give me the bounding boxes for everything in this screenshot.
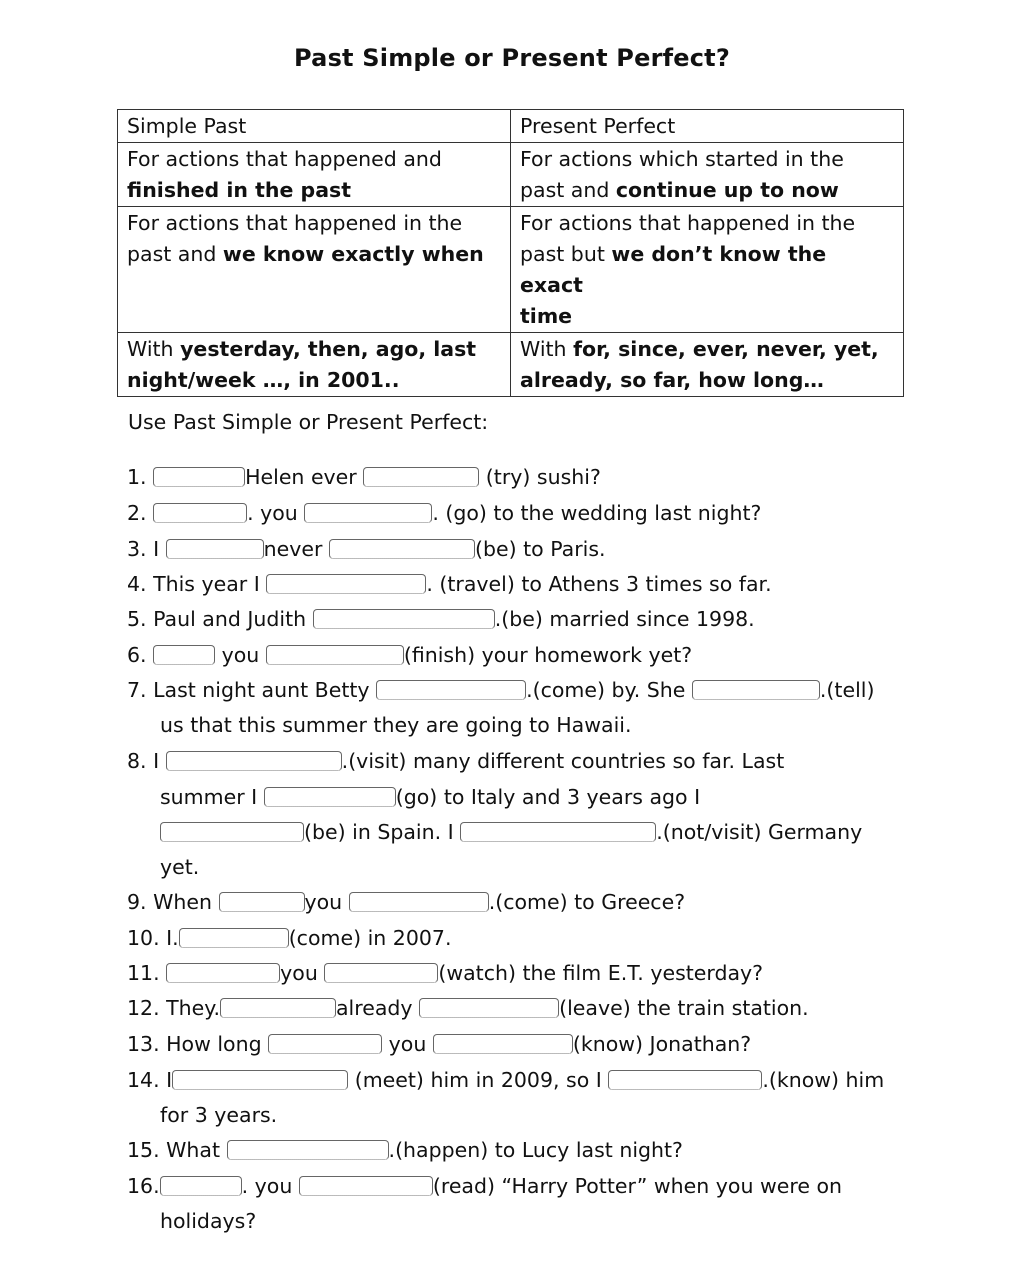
exercise-number: 2. (127, 501, 147, 525)
answer-box[interactable] (324, 963, 438, 983)
exercise-text: summer I (160, 785, 258, 809)
exercise-text: holidays? (160, 1209, 257, 1233)
cell-keyword: for, since, ever, never, yet, (573, 337, 879, 361)
exercise-text: you (304, 890, 343, 914)
answer-box[interactable] (166, 751, 342, 771)
exercise-text: (finish) your homework yet? (403, 643, 693, 667)
exercise-text: . (travel) to Athens 3 times so far. (426, 572, 772, 596)
exercise-text: .(tell) (819, 678, 875, 702)
exercise-14 (127, 1066, 884, 1094)
exercise-text: already (335, 996, 413, 1020)
cell-text: With (520, 337, 574, 361)
answer-box[interactable] (363, 467, 479, 487)
grammar-rules-table (117, 109, 904, 397)
exercise-number: 16. (127, 1174, 160, 1198)
answer-box[interactable] (692, 680, 820, 700)
answer-box[interactable] (219, 892, 305, 912)
exercise-text: What (166, 1138, 221, 1162)
page-title: Past Simple or Present Perfect? (294, 44, 730, 72)
exercise-8-continued (160, 783, 700, 811)
exercise-4 (127, 570, 772, 598)
answer-box[interactable] (299, 1176, 433, 1196)
answer-box[interactable] (419, 998, 559, 1018)
exercise-7 (127, 676, 874, 704)
exercise-14-continued (160, 1101, 277, 1129)
exercise-2 (127, 499, 761, 527)
exercise-16 (127, 1172, 842, 1200)
exercise-number: 10. I. (127, 926, 179, 950)
cell-present-perfect-signal-words (511, 333, 904, 397)
exercise-8-continued (160, 853, 199, 881)
cell-keyword: finished in the past (127, 178, 352, 202)
exercise-text: (watch) the film E.T. yesterday? (438, 961, 764, 985)
exercise-9 (127, 888, 685, 916)
answer-box[interactable] (153, 503, 247, 523)
answer-box[interactable] (153, 467, 245, 487)
header-simple-past: Simple Past (118, 110, 511, 143)
exercise-text: (be) to Paris. (474, 537, 606, 561)
exercise-7-continued (160, 711, 631, 739)
cell-text: For actions that happened and (127, 147, 442, 171)
cell-keyword: yesterday, then, ago, last (180, 337, 477, 361)
answer-box[interactable] (268, 1034, 382, 1054)
exercise-number: 15. (127, 1138, 160, 1162)
exercise-text: (leave) the train station. (559, 996, 809, 1020)
answer-box[interactable] (460, 822, 656, 842)
cell-text: past but (520, 242, 612, 266)
exercise-text: . you (241, 1174, 293, 1198)
cell-present-perfect-use-2 (511, 207, 904, 333)
table-row (118, 333, 904, 397)
exercise-number: 3. I (127, 537, 160, 561)
exercise-text: .(visit) many different countries so far. Last (341, 749, 785, 773)
answer-box[interactable] (376, 680, 526, 700)
answer-box[interactable] (166, 539, 264, 559)
exercise-text: yet. (160, 855, 200, 879)
exercise-text: for 3 years. (160, 1103, 278, 1127)
exercise-8 (127, 747, 784, 775)
exercise-3 (127, 535, 606, 563)
exercise-10 (127, 924, 452, 952)
exercise-number: 5. (127, 607, 147, 631)
exercise-15 (127, 1136, 683, 1164)
answer-box[interactable] (433, 1034, 573, 1054)
exercise-text: (come) in 2007. (288, 926, 452, 950)
cell-text: For actions that happened in the (520, 211, 856, 235)
cell-simple-past-signal-words (118, 333, 511, 397)
cell-keyword: night/week …, in 2001.. (127, 368, 400, 392)
exercise-number: 1. (127, 465, 147, 489)
exercise-text: (go) to Italy and 3 years ago I (395, 785, 701, 809)
exercise-text: .(come) by. She (526, 678, 686, 702)
answer-box[interactable] (266, 574, 426, 594)
exercise-text: you (388, 1032, 427, 1056)
exercise-text: .(know) him (762, 1068, 885, 1092)
answer-box[interactable] (179, 928, 289, 948)
exercise-13 (127, 1030, 751, 1058)
answer-box[interactable] (172, 1070, 348, 1090)
exercise-text: never (263, 537, 323, 561)
exercise-text: you (221, 643, 260, 667)
answer-box[interactable] (313, 609, 495, 629)
cell-text: For actions that happened in the (127, 211, 463, 235)
answer-box[interactable] (608, 1070, 762, 1090)
answer-box[interactable] (227, 1140, 389, 1160)
answer-box[interactable] (153, 645, 215, 665)
exercise-16-continued (160, 1207, 256, 1235)
exercise-text: (try) sushi? (485, 465, 601, 489)
cell-text: past and (127, 242, 223, 266)
cell-keyword: we don’t know the exact (520, 242, 827, 297)
exercise-text: . (go) to the wedding last night? (432, 501, 762, 525)
exercise-12 (127, 994, 809, 1022)
table-row (118, 143, 904, 207)
answer-box[interactable] (329, 539, 475, 559)
exercise-text: (know) Jonathan? (572, 1032, 752, 1056)
exercise-8-continued (160, 818, 862, 846)
exercise-text: . you (247, 501, 298, 525)
answer-box[interactable] (266, 645, 404, 665)
exercise-number: 11. (127, 961, 160, 985)
cell-simple-past-use-1 (118, 143, 511, 207)
answer-box[interactable] (160, 1176, 242, 1196)
exercise-text: I (153, 749, 160, 773)
exercise-text: Helen ever (245, 465, 357, 489)
answer-box[interactable] (166, 963, 280, 983)
exercise-text: .(be) married since 1998. (494, 607, 755, 631)
exercise-number: 7. (127, 678, 147, 702)
cell-text: For actions which started in the (520, 147, 844, 171)
exercise-text: us that this summer they are going to Hawaii. (160, 713, 632, 737)
exercise-number: 9. (127, 890, 147, 914)
answer-box[interactable] (304, 503, 432, 523)
exercise-1 (127, 463, 601, 491)
exercise-text: This year I (153, 572, 260, 596)
exercise-text: Last night aunt Betty (153, 678, 370, 702)
exercise-number: 8. (127, 749, 147, 773)
exercise-text: When (153, 890, 212, 914)
exercise-text: .(not/visit) Germany (656, 820, 863, 844)
exercise-text: (be) in Spain. I (304, 820, 454, 844)
cell-keyword: time (520, 304, 573, 328)
exercise-text: (meet) him in 2009, so I (354, 1068, 602, 1092)
cell-text: past and (520, 178, 616, 202)
table-header-row (118, 110, 904, 143)
exercise-text: Paul and Judith (153, 607, 307, 631)
cell-keyword: continue up to now (615, 178, 839, 202)
exercise-number: 6. (127, 643, 147, 667)
answer-box[interactable] (349, 892, 489, 912)
exercise-5 (127, 605, 755, 633)
cell-text: With (127, 337, 181, 361)
cell-present-perfect-use-1 (511, 143, 904, 207)
exercise-text: .(happen) to Lucy last night? (388, 1138, 683, 1162)
answer-box[interactable] (160, 822, 304, 842)
exercise-number: 4. (127, 572, 147, 596)
answer-box[interactable] (220, 998, 336, 1018)
answer-box[interactable] (264, 787, 396, 807)
exercise-text: (read) “Harry Potter” when you were on (432, 1174, 843, 1198)
exercise-number: 14. I (127, 1068, 173, 1092)
exercise-text: you (280, 961, 318, 985)
header-present-perfect: Present Perfect (511, 110, 904, 143)
cell-keyword: already, so far, how long… (520, 368, 824, 392)
cell-keyword: we know exactly when (222, 242, 484, 266)
exercise-number: 13. How long (127, 1032, 262, 1056)
exercise-instruction: Use Past Simple or Present Perfect: (128, 410, 489, 434)
table-row (118, 207, 904, 333)
exercise-number: 12. They. (127, 996, 220, 1020)
cell-simple-past-use-2 (118, 207, 511, 333)
exercise-text: .(come) to Greece? (488, 890, 686, 914)
exercise-11 (127, 959, 763, 987)
exercise-6 (127, 641, 692, 669)
